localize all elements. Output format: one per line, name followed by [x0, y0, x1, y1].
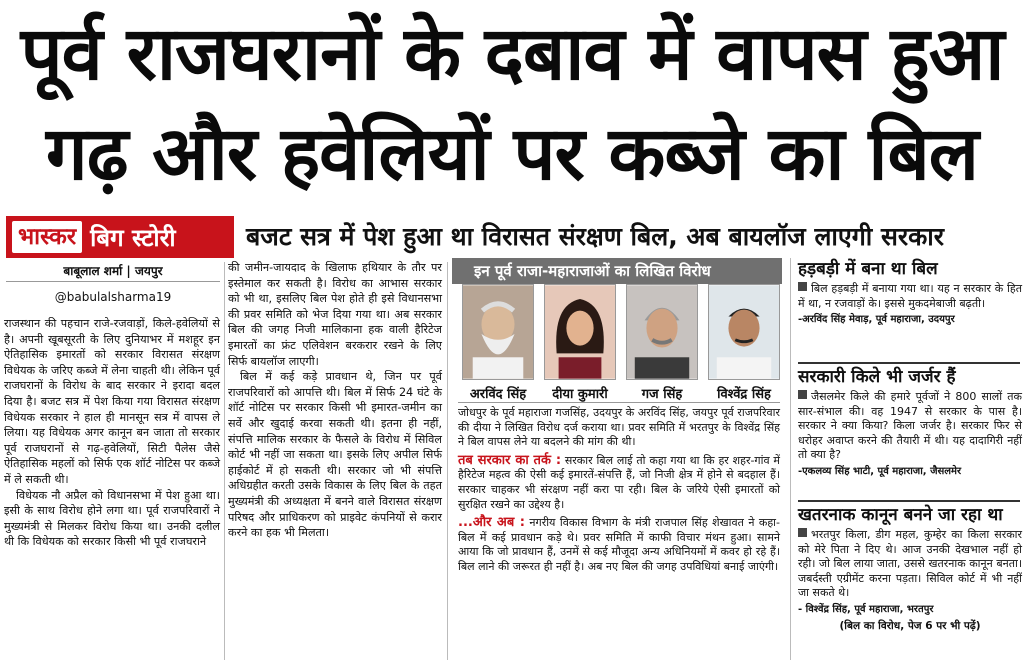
- article-column-2: [228, 260, 442, 541]
- bullet-square-icon: [798, 390, 807, 399]
- panel-tark: [458, 454, 780, 512]
- brand-tag: बिग स्टोरी: [90, 223, 176, 252]
- sidebar-attribution: -एकलव्य सिंह भाटी, पूर्व महाराजा, जैसलमेर: [798, 465, 962, 477]
- tark-text: सरकार बिल लाई तो कहा गया था कि हर शहर-गांव में हैरिटेज महत्व की ऐसी कई इमारतें-संपत्ति हैं, जो निजी क्षेत्र में होने से बदहाल हैं। सरकार चाहकर भी संरक्षण नहीं करा पा रही। बिल के जरिये ऐसी इमारतों को सुरक्षित रखने का उद्देश्य है।: [458, 453, 781, 511]
- sidebar-heading: खतरनाक कानून बनने जा रहा था: [798, 505, 1003, 525]
- panel-title: इन पूर्व राजा-महाराजाओं का लिखित विरोध: [452, 258, 782, 284]
- ab-text: नगरीय विकास विभाग के मंत्री राजपाल सिंह शेखावत ने कहा-बिल में कई प्रावधान कड़े थे। प्रवर समिति में काफी विचार मंथन हुआ। सामने आया कि जो प्रावधान हैं, उनमें से कई मौजूदा अन्य अधिनियमों में कवर हो रहे हैं। बिल लाने की जरूरत ही नहीं है। अब नए बिल की जगह उपविधियां बनाई जाएंगी।: [458, 516, 780, 573]
- sidebar-divider: [798, 500, 1020, 502]
- portrait-icon: [463, 285, 533, 379]
- sidebar-heading: हड़बड़ी में बना था बिल: [798, 259, 938, 279]
- sidebar-text: बिल हड़बड़ी में बनाया गया था। यह न सरकार के हित में था, न रजवाड़ों के। इससे मुकदमेबाजी बढ़ती।: [798, 282, 1022, 310]
- portrait-icon: [627, 285, 697, 379]
- sidebar-attribution: - विश्वेंद्र सिंह, पूर्व महाराजा, भरतपुर: [798, 603, 934, 615]
- sub-headline: बजट सत्र में पेश हुआ था विरासत संरक्षण बिल, अब बायलॉज लाएगी सरकार: [246, 222, 944, 251]
- byline-handle: @babulalsharma19: [54, 290, 172, 304]
- panel-intro: जोधपुर के पूर्व महाराजा गजसिंह, उदयपुर के अरविंद सिंह, जयपुर पूर्व राजपरिवार की दीया ने लिखित विरोध दर्ज कराया था। प्रवर समिति में भरतपुर के विश्वेंद्र सिंह ने बिल वापस लेने या बदलने की मांग की थी।: [458, 406, 780, 449]
- tark-label: तब सरकार का तर्क :: [458, 452, 562, 468]
- sidebar-divider: [798, 362, 1020, 364]
- sidebar-attribution: -अरविंद सिंह मेवाड़, पूर्व महाराजा, उदयपुर: [798, 314, 955, 326]
- sidebar-quote: [798, 390, 1022, 480]
- portrait-photo: [626, 284, 698, 380]
- paragraph: बिल में कई कड़े प्रावधान थे, जिन पर पूर्व राजपरिवारों को आपत्ति थी। बिल में सिर्फ 24 घंटे के शॉर्ट नोटिस पर सरकार किसी भी इमारत-जमीन का सर्वे और खुदाई करवा सकती थी। इतना ही नहीं, संपत्ति मालिक सरकार के फैसले के विरोध में सिविल कोर्ट भी नहीं जा सकता था। इसके लिए अपील सिर्फ हाईकोर्ट में हो सकती थी। सरकार जो भी संपत्ति अधिग्रहीत करती उसके विकास के लिए बिल के तहत मुख्यमंत्री की अध्यक्षता में बनने वाले विरासत संरक्षण परिषद और प्राधिकरण को प्राइवेट कंपनियों से करार करने का हक भी मिलता।: [228, 370, 442, 540]
- portrait-photo: [462, 284, 534, 380]
- brand-strip: [6, 216, 234, 258]
- person-name: गज सिंह: [641, 387, 683, 402]
- bullet-square-icon: [798, 282, 807, 291]
- column-divider: [447, 262, 448, 660]
- paragraph: की जमीन-जायदाद के खिलाफ हथियार के तौर पर इस्तेमाल कर सकती है। विरोध का आभास सरकार को भी था, इसलिए बिल पेश होते ही इसे विधानसभा की प्रवर समिति को भेज दिया गया था। अब सरकार बिल की जगह निजी मालिकाना हक वाली हैरिटेज इमारतों का फ्रंट एलिवेशन बरकरार रखने के लिए सिर्फ बायलॉज लाएगी।: [228, 261, 442, 368]
- article-column-1: [4, 316, 220, 550]
- column-divider: [224, 262, 225, 660]
- portrait-icon: [545, 285, 615, 379]
- paragraph: विधेयक नौ अप्रैल को विधानसभा में पेश हुआ था। इसी के साथ विरोध होने लगा था। पूर्व राजपरिवारों ने मुख्यमंत्री से मिलकर विरोध किया था। उनकी दलील थी कि विधेयक को सरकार किसी भी पूर्व राजघराने: [4, 488, 220, 549]
- continuation-note: (बिल का विरोध, पेज 6 पर भी पढ़ें): [839, 619, 981, 632]
- panel-body: [458, 406, 780, 575]
- portrait-icon: [709, 285, 779, 379]
- byline-author: बाबूलाल शर्मा | जयपुर: [6, 262, 220, 282]
- brand-logo: भास्कर: [12, 221, 82, 253]
- portrait-photo: [544, 284, 616, 380]
- sidebar-text: भरतपुर किला, डीग महल, कुम्हेर का किला सरकार को मेरे पिता ने दिए थे। आज उनकी देखभाल नहीं हो रही। जो बिल लाया जाता, उससे खतरनाक कानून बनता। जबर्दस्ती एग्रीमेंट करना पड़ता। सिविल कोर्ट में भी नहीं जा सकते थे।: [798, 528, 1022, 600]
- person-name: अरविंद सिंह: [469, 387, 527, 402]
- sidebar-quote: [798, 528, 1022, 633]
- panel-divider: [458, 402, 780, 403]
- sidebar-quote: [798, 282, 1022, 328]
- portrait-photo: [708, 284, 780, 380]
- sidebar-text: जैसलमेर किले की हमारे पूर्वजों ने 800 सालों तक सार-संभाल की। वह 1947 से सरकार के पास है। सरकार ने क्या किया? किला जर्जर है। सरकार फिर से धरोहर अवाप्त करने की तैयारी में थी। यह दादागिरी नहीं तो क्या है?: [798, 390, 1022, 462]
- headline-line-1: पूर्व राजघरानों के दबाव में वापस हुआ: [20, 11, 1004, 97]
- column-divider: [790, 258, 791, 660]
- panel-ab: [458, 516, 780, 574]
- person-name: विश्वेंद्र सिंह: [717, 387, 771, 402]
- bullet-square-icon: [798, 528, 807, 537]
- headline-line-2: गढ़ और हवेलियों पर कब्जे का बिल: [46, 111, 978, 197]
- sidebar-heading: सरकारी किले भी जर्जर हैं: [798, 367, 956, 387]
- paragraph: राजस्थान की पहचान राजे-रजवाड़ों, किले-हवेलियों से है। अपनी खूबसूरती के लिए दुनियाभर में मशहूर इन ऐतिहासिक इमारतों को सरकार विरासत संरक्षण विधेयक के जरिए कब्जे में लेना चाहती थी। लेकिन पूर्व राजघरानों के विरोध के बाद सरकार ने इरादा बदल दिया है। बजट सत्र में पेश किया गया विरासत संरक्षण विधेयक सरकार ने हाल ही मानसून सत्र में वापस ले लिया। यह विधेयक अगर कानून बन जाता तो सरकार पूर्व राजघरानों से गढ़-हवेलियों, सिटी पैलेस जैसे ऐतिहासिक महलों को सिर्फ एक शॉर्ट नोटिस पर कब्जे में ले सकती थी।: [4, 317, 220, 486]
- ab-label: ...और अब :: [458, 515, 525, 531]
- person-name: दीया कुमारी: [552, 387, 608, 402]
